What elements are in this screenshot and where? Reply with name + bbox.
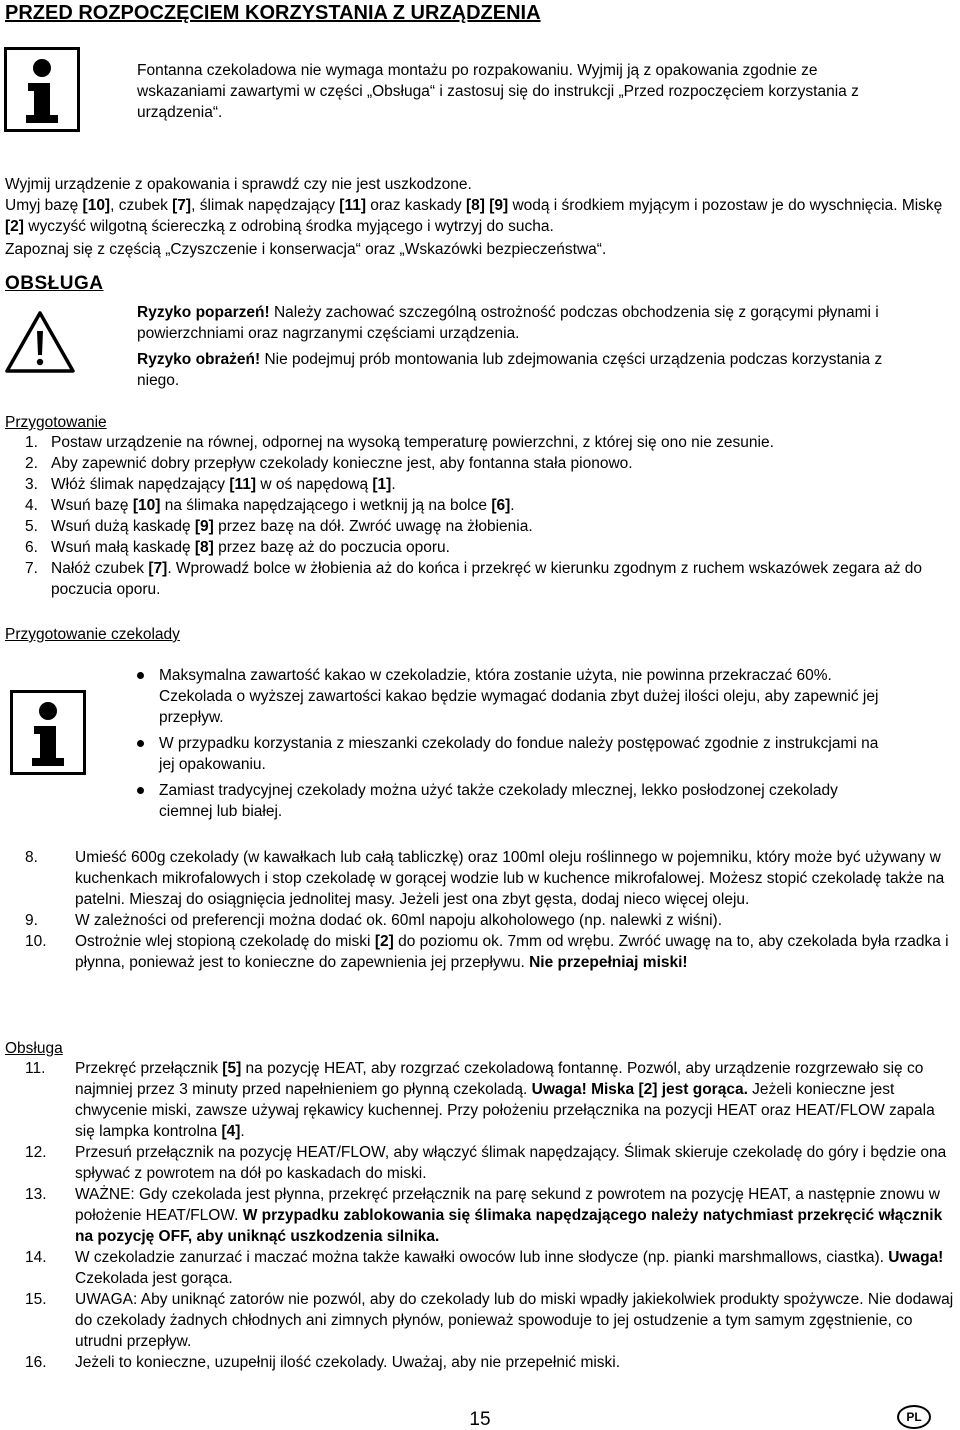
- operation-steps-list: [25, 1058, 955, 1373]
- info-icon: [4, 47, 80, 132]
- list-item: 3. Włóż ślimak napędzający [11] w oś napędową [1].: [25, 476, 396, 493]
- list-item: 4. Wsuń bazę [10] na ślimaka napędzającego i wetknij ją na bolce [6].: [25, 497, 515, 514]
- intro-line-3: Zapoznaj się z częścią „Czyszczenie i konserwacja“ oraz „Wskazówki bezpieczeństwa“.: [5, 241, 607, 258]
- list-item: 14. W czekoladzie zanurzać i maczać można także kawałki owoców lub inne słodycze (np. pianki marshmallows, ciastka). Uwaga! Czekolada jest gorąca.: [25, 1249, 944, 1287]
- list-item: 15. UWAGA: Aby uniknąć zatorów nie pozwól, aby do czekolady lub do miski wpadły jakiekolwiek produkty spożywcze. Nie dodawaj do czekolady żadnych chłodnych ani zimnych płynów, ponieważ spowoduje to jej ostudzenie a tym samym zgęstnienie, co utrudni przepływ.: [25, 1291, 954, 1350]
- section-title-czekolada: Przygotowanie czekolady: [5, 626, 180, 643]
- list-item: 7. Nałóż czubek [7]. Wprowadź bolce w żłobienia aż do końca i przekręć w kierunku zgodnym z ruchem wskazówek zegara aż do poczucia oporu.: [25, 560, 922, 598]
- prep-steps-list: [25, 432, 955, 600]
- intro-line-2: Umyj bazę [10], czubek [7], ślimak napędzający [11] oraz kaskady [8] [9] wodą i środkiem myjącym i pozostaw je do wyschnięcia. Miskę [2] wyczyść wilgotną ściereczką z odrobiną środka myjącego i wytrzyj do sucha.: [5, 197, 943, 235]
- list-item: 6. Wsuń małą kaskadę [8] przez bazę aż do poczucia oporu.: [25, 539, 450, 556]
- intro-info-text: Fontanna czekoladowa nie wymaga montażu po rozpakowaniu. Wyjmij ją z opakowania zgodnie ze wskazaniami zawartymi w części „Obsługa“ i zastosuj się do instrukcji „Przed rozpoczęciem korzystania z urządzenia“.: [137, 62, 859, 121]
- chocolate-tips-list: [135, 665, 895, 827]
- info-icon: [10, 690, 86, 775]
- list-item: 9. W zależności od preferencji można dodać ok. 60ml napoju alkoholowego (np. nalewki z wiśni).: [25, 912, 723, 929]
- list-item: 11. Przekręć przełącznik [5] na pozycję HEAT, aby rozgrzać czekoladową fontannę. Pozwól, aby urządzenie rozgrzewało się co najmniej przez 3 minuty przed napełnieniem go płynną czekoladą. Uwaga! Miska [2] jest gorąca. Jeżeli konieczne jest chwycenie miski, zawsze używaj rękawicy kuchennej. Przy położeniu przełącznika na pozycji HEAT oraz HEAT/FLOW zapala się lampka kontrolna [4].: [25, 1060, 935, 1140]
- warning-burn: Ryzyko poparzeń! Należy zachować szczególną ostrożność podczas obchodzenia się z gorącymi płynami i powierzchniami oraz nagrzanymi częściami urządzenia.: [137, 304, 879, 342]
- list-item: 13. WAŻNE: Gdy czekolada jest płynna, przekręć przełącznik na parę sekund z powrotem na pozycję HEAT, a następnie znowu w położenie HEAT/FLOW. W przypadku zablokowania się ślimaka napędzającego należy natychmiast przekręcić włącznik na pozycję OFF, aby uniknąć uszkodzenia silnika.: [25, 1186, 943, 1245]
- section-title-obsluga: OBSŁUGA: [5, 273, 104, 294]
- list-item: Maksymalna zawartość kakao w czekoladzie, która zostanie użyta, nie powinna przekraczać 60%. Czekolada o wyższej zawartości kakao będzie wymagać dodania zbyt dużej ilości oleju, aby zapewnić jej przepływ.: [135, 665, 895, 728]
- section-title-obsluga-steps: Obsługa: [5, 1040, 63, 1057]
- list-item: 10. Ostrożnie wlej stopioną czekoladę do miski [2] do poziomu ok. 7mm od wrębu. Zwróć uwagę na to, aby czekolada była rzadka i płynna, ponieważ jest to konieczne do zapewnienia jej przepływu. Nie przepełniaj miski!: [25, 933, 949, 971]
- chocolate-steps-list: [25, 847, 955, 973]
- warning-triangle-icon: [4, 309, 76, 375]
- list-item: Zamiast tradycyjnej czekolady można użyć także czekolady mlecznej, lekko posłodzonej czekolady ciemnej lub białej.: [135, 780, 895, 822]
- list-item: W przypadku korzystania z mieszanki czekolady do fondue należy postępować zgodnie z instrukcjami na jej opakowaniu.: [135, 733, 895, 775]
- page-number: 15: [469, 1409, 491, 1430]
- intro-line-1: Wyjmij urządzenie z opakowania i sprawdź czy nie jest uszkodzone.: [5, 176, 472, 193]
- list-item: 5. Wsuń dużą kaskadę [9] przez bazę na dół. Zwróć uwagę na żłobienia.: [25, 518, 533, 535]
- language-badge: PL: [897, 1405, 931, 1429]
- warning-injury: Ryzyko obrażeń! Nie podejmuj prób montowania lub zdejmowania części urządzenia podczas korzystania z niego.: [137, 351, 883, 389]
- page-title: PRZED ROZPOCZĘCIEM KORZYSTANIA Z URZĄDZENIA: [5, 2, 541, 24]
- list-item: 2. Aby zapewnić dobry przepływ czekolady konieczne jest, aby fontanna stała pionowo.: [25, 455, 633, 472]
- list-item: 1. Postaw urządzenie na równej, odpornej na wysoką temperaturę powierzchni, z której się ono nie zesunie.: [25, 434, 774, 451]
- section-title-przygotowanie: Przygotowanie: [5, 414, 107, 431]
- list-item: 16. Jeżeli to konieczne, uzupełnij ilość czekolady. Uważaj, aby nie przepełnić miski.: [25, 1354, 621, 1371]
- list-item: 8. Umieść 600g czekolady (w kawałkach lub całą tabliczkę) oraz 100ml oleju roślinnego w pojemniku, który może być używany w kuchenkach mikrofalowych i stop czekoladę w gorącej wodzie lub w kuchence mikrofalowej. Możesz stopić czekoladę także na patelni. Mieszaj do osiągnięcia jednolitej masy. Jeżeli jest ona zbyt gęsta, dodaj nieco więcej oleju.: [25, 849, 945, 908]
- list-item: 12. Przesuń przełącznik na pozycję HEAT/FLOW, aby włączyć ślimak napędzający. Ślimak skieruje czekoladę do góry i będzie ona spływać z powrotem na dół po kaskadach do miski.: [25, 1144, 947, 1182]
